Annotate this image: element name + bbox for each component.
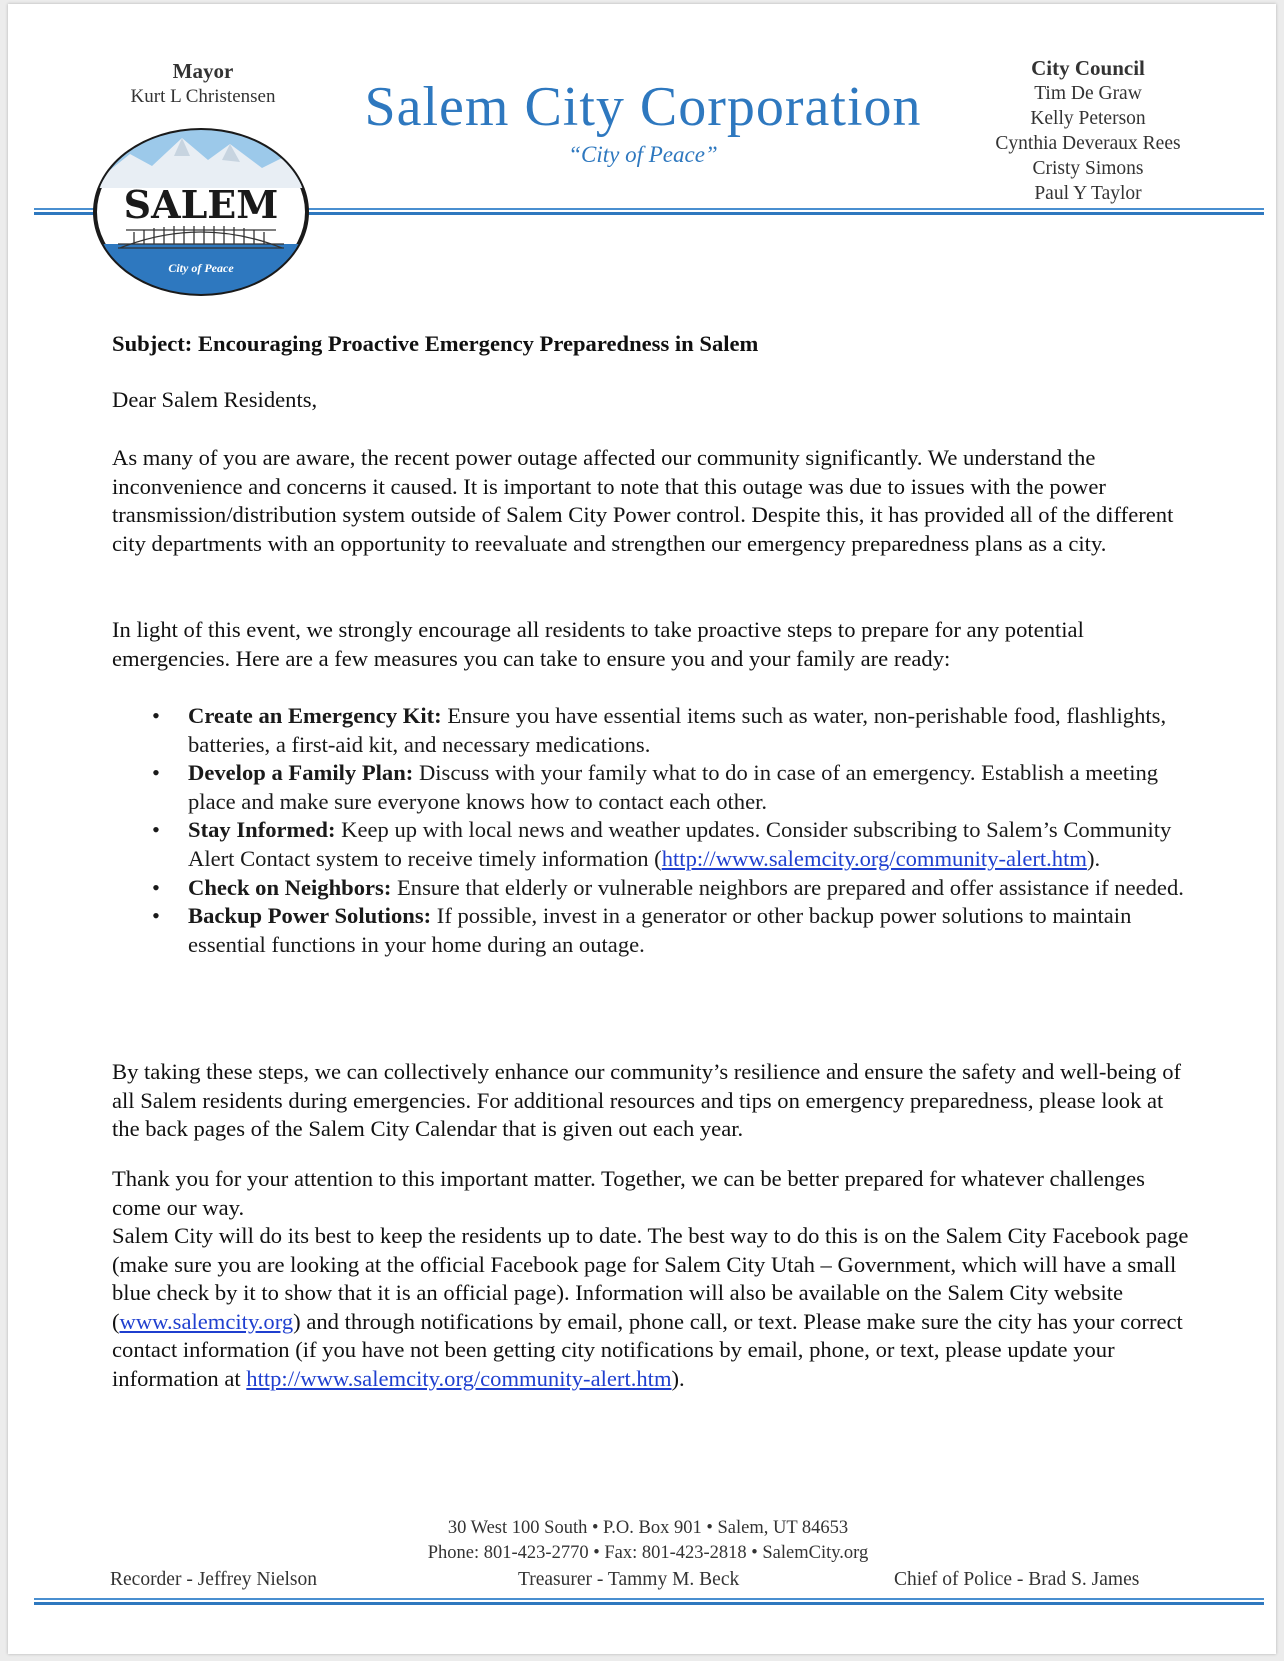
website-link[interactable]: www.salemcity.org	[119, 1308, 294, 1334]
council-block	[968, 56, 1208, 206]
council-member: Kelly Peterson	[1030, 108, 1146, 129]
list-item	[112, 902, 1192, 959]
bullet-icon: •	[152, 703, 160, 728]
letter-greeting: Dear Salem Residents,	[112, 387, 318, 412]
bullet-icon: •	[152, 903, 160, 929]
letter-subject: Subject: Encouraging Proactive Emergency Preparedness in Salem	[112, 331, 759, 356]
bullet-icon: •	[152, 760, 160, 786]
bullet-text-after: ).	[1086, 845, 1101, 871]
council-title: City Council	[1031, 56, 1145, 80]
footer-address-block	[308, 1516, 988, 1566]
salem-logo	[90, 126, 312, 298]
footer-rule	[34, 1598, 1264, 1607]
footer-contact: Phone: 801-423-2770 • Fax: 801-423-2818 • SalemCity.org	[427, 1543, 869, 1563]
list-item	[112, 874, 1192, 903]
community-alert-link[interactable]: http://www.salemcity.org/community-alert.htm	[661, 845, 1087, 871]
council-member: Paul Y Taylor	[1034, 183, 1142, 204]
paragraph-5	[112, 1222, 1192, 1394]
logo-text: SALEM	[123, 182, 279, 227]
mayor-title: Mayor	[172, 59, 234, 83]
letterhead-title	[328, 74, 958, 168]
footer-treasurer: Treasurer - Tammy M. Beck	[518, 1569, 740, 1590]
list-item	[112, 816, 1192, 873]
council-member: Tim De Graw	[1034, 83, 1142, 104]
council-member: Cynthia Deveraux Rees	[995, 133, 1181, 154]
org-motto: “City of Peace”	[568, 142, 718, 167]
paragraph-5-text-c: ).	[671, 1365, 685, 1391]
paragraph-4: Thank you for your attention to this important matter. Together, we can be better prepared for whatever challenges come our way.	[112, 1166, 1145, 1220]
bullet-heading: Check on Neighbors:	[188, 874, 392, 900]
paragraph-3: By taking these steps, we can collectively enhance our community’s resilience and ensure the safety and well-being of all Salem residents during emergencies. For additional resources and tips on emergency preparedness, please look at the back pages of the Salem City Calendar that is given out each year.	[112, 1059, 1182, 1142]
org-name: Salem City Corporation	[364, 76, 922, 138]
list-item	[112, 759, 1192, 816]
footer-address: 30 West 100 South • P.O. Box 901 • Salem, UT 84653	[447, 1518, 849, 1538]
letter-page	[8, 4, 1276, 1654]
paragraph-5-text-b: ) and through notifications by email, phone call, or text. Please make sure the city has your correct contact information (if you have not been getting city notifications by email, phone, or text, please update your information at	[112, 1308, 1183, 1391]
logo-subtext: City of Peace	[168, 261, 234, 275]
paragraph-5-text-a: Salem City will do its best to keep the residents up to date. The best way to do this is on the Salem City Facebook page (make sure you are looking at the official Facebook page for Salem City Utah – Government, which will have a small blue check by it to show that it is an official page). Information will also be available on the Salem City website (	[112, 1223, 1189, 1334]
bullet-heading: Stay Informed:	[188, 817, 336, 843]
bullet-text: Ensure you have essential items such as water, non-perishable food, flashlights, batteries, a first-aid kit, and necessary medications.	[188, 703, 1167, 757]
bullet-icon: •	[152, 874, 160, 900]
community-alert-link-2[interactable]: http://www.salemcity.org/community-alert.htm	[246, 1365, 672, 1391]
bullet-heading: Develop a Family Plan:	[188, 760, 414, 786]
bullet-text: If possible, invest in a generator or other backup power solutions to maintain essential functions in your home during an outage.	[188, 903, 1132, 957]
bullet-text: Keep up with local news and weather updates. Consider subscribing to Salem’s Community Alert Contact system to receive timely information (	[188, 817, 1172, 871]
preparedness-list	[112, 702, 1192, 959]
list-item	[112, 702, 1192, 759]
council-member: Cristy Simons	[1032, 158, 1144, 179]
bullet-icon: •	[152, 817, 160, 843]
bullet-heading: Create an Emergency Kit:	[188, 703, 442, 728]
bullet-text: Discuss with your family what to do in case of an emergency. Establish a meeting place and make sure everyone knows how to contact each other.	[188, 760, 1159, 814]
footer-police: Chief of Police - Brad S. James	[894, 1569, 1140, 1590]
footer-recorder: Recorder - Jeffrey Nielson	[110, 1569, 318, 1590]
paragraph-1: As many of you are aware, the recent power outage affected our community significantly. We understand the inconvenience and concerns it caused. It is important to note that this outage was due to issues with the power transmission/distribution system outside of Salem City Power control. Despite this, it has provided all of the different city departments with an opportunity to reevaluate and strengthen our emergency preparedness plans as a city.	[112, 445, 1174, 556]
bullet-heading: Backup Power Solutions:	[188, 903, 432, 929]
bullet-text: Ensure that elderly or vulnerable neighbors are prepared and offer assistance if needed.	[391, 874, 1184, 900]
mayor-name: Kurt L Christensen	[130, 86, 276, 107]
mayor-block	[118, 59, 288, 108]
paragraph-2: In light of this event, we strongly encourage all residents to take proactive steps to prepare for any potential emergencies. Here are a few measures you can take to ensure you and your family are ready:	[112, 617, 1084, 671]
